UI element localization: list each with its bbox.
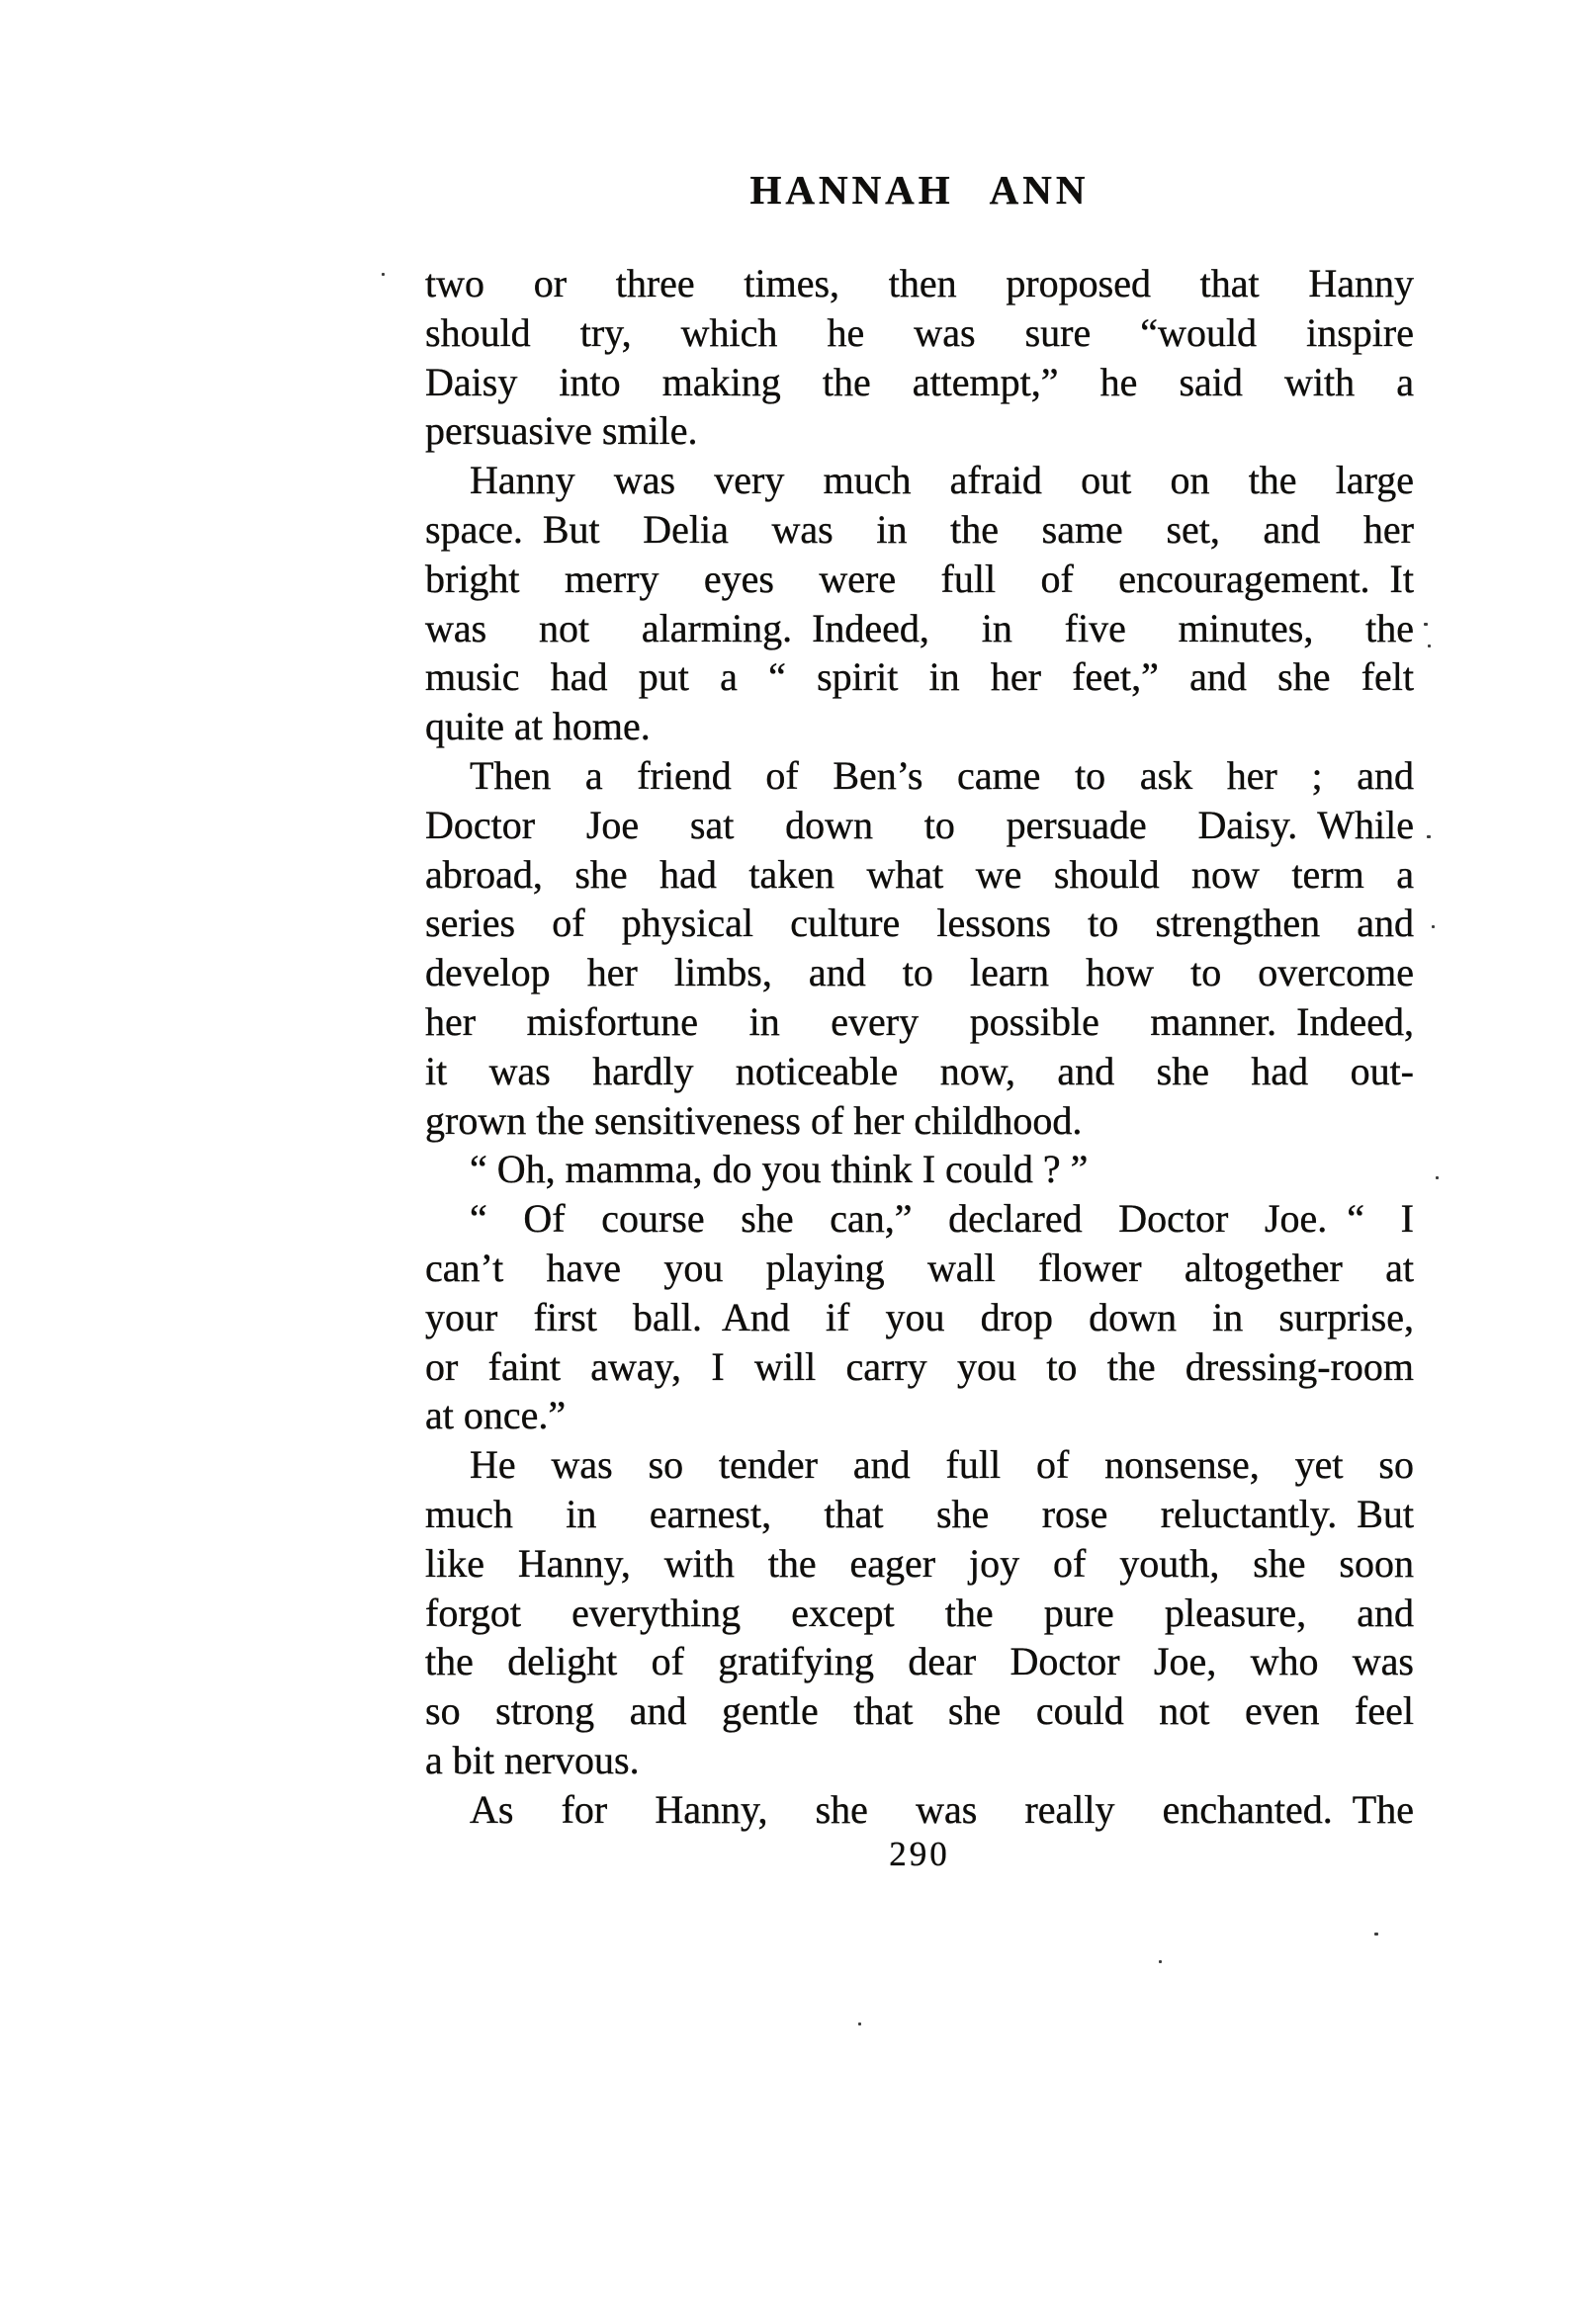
scan-speck	[1159, 1960, 1162, 1963]
scan-speck	[1428, 645, 1431, 647]
text-line: much in earnest, that she rose reluctantly. But	[425, 1491, 1414, 1536]
text-line: a bit nervous.	[425, 1737, 640, 1782]
text-line: two or three times, then proposed that Hanny	[425, 261, 1414, 305]
text-line: quite at home.	[425, 704, 651, 749]
text-line: space. But Delia was in the same set, and her	[425, 506, 1414, 552]
text-line: forgot everything except the pure pleasure, and	[425, 1590, 1414, 1635]
text-line: bright merry eyes were full of encouragement. It	[425, 556, 1414, 601]
text-line: your first ball. And if you drop down in surprise,	[425, 1294, 1414, 1339]
text-line: or faint away, I will carry you to the dressing-room	[425, 1343, 1414, 1389]
text-line: develop her limbs, and to learn how to overcome	[425, 950, 1414, 995]
scan-speck	[1374, 1933, 1378, 1936]
scan-speck	[858, 2023, 861, 2025]
text-line: should try, which he was sure “would inspire	[425, 309, 1414, 355]
text-line: abroad, she had taken what we should now term a	[425, 851, 1414, 897]
text-line: was not alarming. Indeed, in five minutes, the	[425, 605, 1414, 650]
text-line: Daisy into making the attempt,” he said with a	[425, 359, 1414, 404]
text-line: “ Of course she can,” declared Doctor Joe. “ I	[470, 1196, 1414, 1242]
text-line: the delight of gratifying dear Doctor Joe, who was	[425, 1639, 1414, 1684]
text-line: series of physical culture lessons to strengthen and	[425, 901, 1414, 946]
text-block	[425, 259, 1414, 1835]
scan-speck	[382, 273, 385, 276]
scan-speck	[1432, 925, 1435, 928]
scan-speck	[1436, 1176, 1439, 1179]
text-line: at once.”	[425, 1393, 567, 1438]
text-line: As for Hanny, she was really enchanted. The	[470, 1786, 1414, 1832]
text-line: Doctor Joe sat down to persuade Daisy. While	[425, 802, 1414, 847]
text-line: “ Oh, mamma, do you think I could ? ”	[470, 1147, 1089, 1192]
text-line: like Hanny, with the eager joy of youth, she soon	[425, 1540, 1414, 1586]
text-line: music had put a “ spirit in her feet,” and she felt	[425, 654, 1414, 700]
text-line: Then a friend of Ben’s came to ask her ; and	[470, 752, 1414, 798]
text-line: her misfortune in every possible manner. Indeed,	[425, 998, 1414, 1044]
text-line: it was hardly noticeable now, and she had out-	[425, 1048, 1414, 1093]
running-head: HANNAH ANN	[749, 167, 1090, 213]
text-line: He was so tender and full of nonsense, yet so	[470, 1442, 1414, 1488]
text-line: Hanny was very much afraid out on the large	[470, 458, 1414, 503]
scan-speck	[1427, 835, 1431, 838]
scan-speck	[1424, 623, 1428, 626]
text-line: can’t have you playing wall flower altogether at	[425, 1245, 1414, 1290]
text-line: so strong and gentle that she could not even feel	[425, 1688, 1414, 1734]
text-line: persuasive smile.	[425, 408, 698, 454]
text-line: grown the sensitiveness of her childhood.	[425, 1097, 1083, 1143]
page-number: 290	[889, 1835, 950, 1873]
